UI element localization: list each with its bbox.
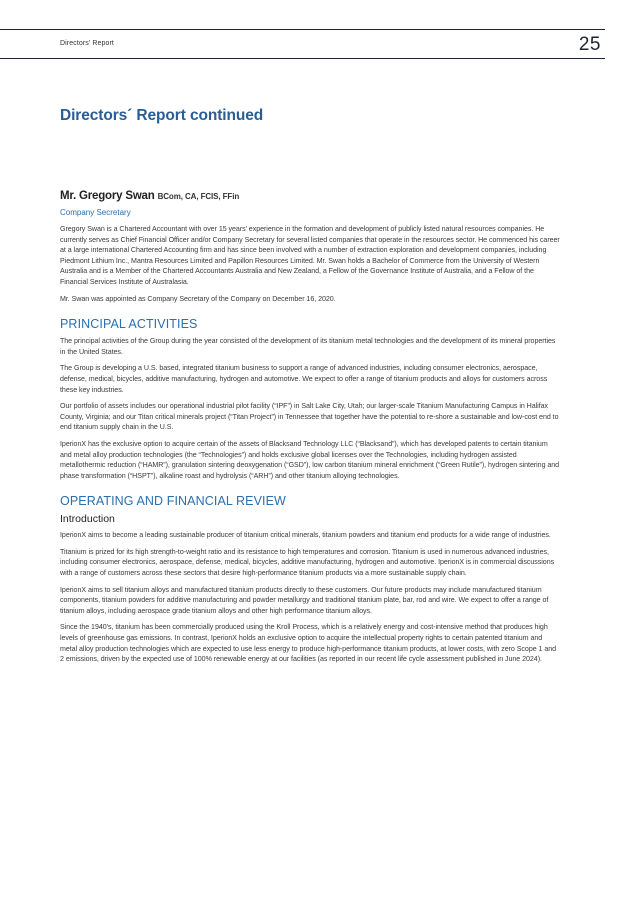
person-bio bbox=[60, 190, 560, 304]
bio-paragraph: Gregory Swan is a Chartered Accountant with over 15 years’ experience in the formation and development of publicly listed natural resources companies. He currently serves as Chief Financial Officer and/or Company Secretary for several listed companies that operate in the resources sector. He commenced his career at a large international Chartered Accounting firm and has since been involved with a number of extraction exploration and development companies, including Piedmont Lithium Inc., Mantra Resources Limited and Papillon Resources Limited. Mr. Swan holds a Bachelor of Commerce from the University of Western Australia and is a Member of the Chartered Accountants Australia and New Zealand, a Fellow of the Governance Institute of Australia, and a Fellow of the Financial Services Institute of Australasia. bbox=[60, 225, 560, 286]
body-paragraph: The Group is developing a U.S. based, integrated titanium business to support a range of advanced industries, including consumer electronics, aerospace, defense, medical, bicycles, additive manufacturing, hydrogen and automotive. We expect to offer a range of titanium products and alloys for customers across these key industries. bbox=[60, 364, 548, 394]
body-paragraph: IperionX has the exclusive option to acquire certain of the assets of Blacksand Technology LLC (“Blacksand”), which has developed patents to certain titanium and metal alloy production technologies (the “Technologies”) and holds exclusive global licenses over the Technologies, including hydrogen assisted metallothermic reduction (“HAMR”), granulation sintering deoxygenation (“GSD”), low carbon titanium mineral enrichment (“Green Rutile”), hydrogen sintering and phase transformation (“HSPT”), alkaline roast and hydrolysis (“ARH”) and other titanium alloying technologies. bbox=[60, 439, 560, 480]
bio-paragraph: Mr. Swan was appointed as Company Secretary of the Company on December 16, 2020. bbox=[60, 294, 336, 303]
person-name: Mr. Gregory Swan bbox=[60, 190, 155, 202]
operating-review-section bbox=[60, 494, 560, 665]
running-head: Directors’ Report bbox=[60, 40, 114, 47]
body-paragraph: Since the 1940’s, titanium has been commercially produced using the Kroll Process, which is a relatively energy and cost-intensive method that produces high levels of greenhouse gas emissions. In contrast, IperionX holds an exclusive option to acquire the intellectual property rights to certain patented titanium and metal alloy production technologies which are expected to use less energy to produce high-performance titanium products, at lower costs, with zero Scope 1 and 2 emissions, driven by the expected use of 100% renewable energy at our facilities (as reported in our recent life cycle assessment published in June 2024). bbox=[60, 623, 557, 664]
page-number: 25 bbox=[578, 34, 601, 55]
body-paragraph: IperionX aims to sell titanium alloys and manufactured titanium products directly to these customers. Our future products may include manufactured titanium components, titanium powders for additive manufacturing and powder metallurgy and traditional titanium plate, bar, rod and wire. We expect to offer a range of titanium alloys, including aerospace grade titanium alloys and other high performance titanium alloys. bbox=[60, 585, 549, 615]
header-rule-top bbox=[0, 29, 605, 30]
subsection-heading: Introduction bbox=[60, 513, 115, 526]
body-paragraph: IperionX aims to become a leading sustainable producer of titanium critical minerals, titanium powders and titanium end products for a wide range of industries. bbox=[60, 531, 551, 540]
body-paragraph: The principal activities of the Group during the year consisted of the development of its titanium metal technologies and the development of its mineral properties in the United States. bbox=[60, 337, 556, 356]
person-qualifications: BCom, CA, FCIS, FFin bbox=[157, 192, 240, 201]
section-heading: PRINCIPAL ACTIVITIES bbox=[60, 317, 198, 332]
header-rule-bottom bbox=[0, 58, 605, 59]
page-content bbox=[60, 190, 560, 671]
body-paragraph: Our portfolio of assets includes our operational industrial pilot facility (“IPF”) in Salt Lake City, Utah; our larger-scale Titanium Manufacturing Campus in Halifax County, Virginia; and our Titan critical minerals project (“Titan Project”) in Tennessee that together have the potential to re-shore a sustainable and low-cost end to end titanium supply chain in the U.S. bbox=[60, 402, 559, 432]
page-title: Directors´ Report continued bbox=[60, 107, 264, 124]
person-role: Company Secretary bbox=[60, 208, 131, 217]
principal-activities-section bbox=[60, 317, 560, 481]
section-heading: OPERATING AND FINANCIAL REVIEW bbox=[60, 494, 286, 509]
person-name-line bbox=[60, 190, 560, 202]
body-paragraph: Titanium is prized for its high strength-to-weight ratio and its resistance to high temperatures and corrosion. Titanium is used in numerous advanced industries, including consumer electronics, aerospace, defense, medical, bicycles, additive manufacturing, hydrogen and automotive. IperionX is in commercial discussions with a range of customers across these sectors that desire high-performance titanium products via a more sustainable supply chain. bbox=[60, 547, 555, 578]
